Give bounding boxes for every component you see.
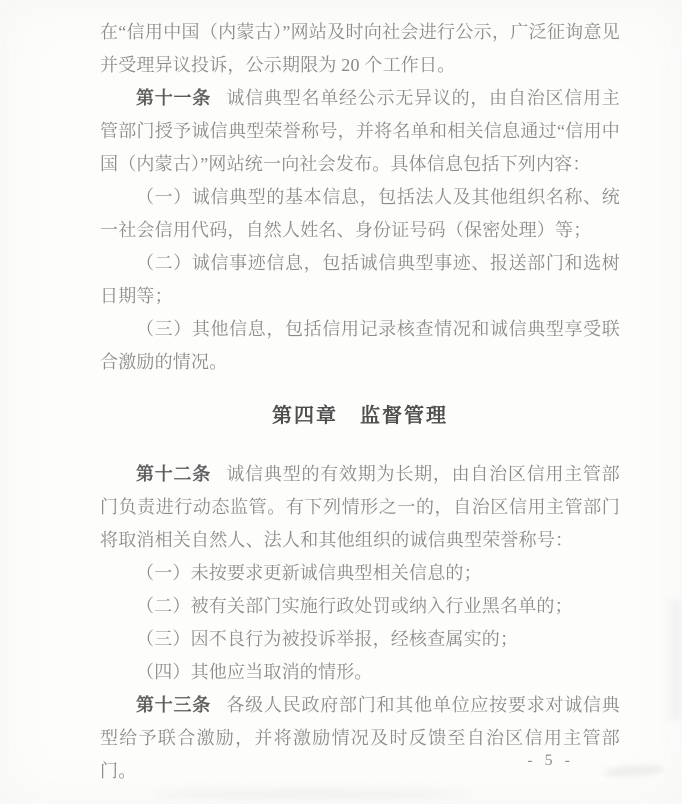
article-12-body: 诚信典型的有效期为长期，由自治区信用主管部门负责进行动态监管。有下列情形之一的，自治区信用主管部门将取消相关自然人、法人和其他组织的诚信典型荣誉称号： (100, 464, 620, 550)
article-12-item-3: （三）因不良行为被投诉举报，经核查属实的； (136, 629, 519, 649)
paragraph-continuation: 在“信用中国（内蒙古）”网站及时向社会进行公示，广泛征询意见并受理异议投诉，公示期限为 20 个工作日。 (100, 22, 620, 75)
chapter-heading: 第四章 监督管理 (272, 405, 448, 427)
article-11-number: 第十一条 (136, 88, 212, 108)
article-12-item-2: （二）被有关部门实施行政处罚或纳入行业黑名单的； (136, 596, 573, 616)
article-13-paragraph (100, 689, 620, 788)
article-13-body: 各级人民政府部门和其他单位应按要求对诚信典型给予联合激励，并将激励情况及时反馈至自治区信用主管部门。 (100, 695, 620, 781)
page-number: - 5 - (527, 752, 574, 769)
scan-artifact (150, 790, 470, 798)
article-12-number: 第十二条 (136, 464, 212, 484)
article-12-item-1: （一）未按要求更新诚信典型相关信息的； (136, 563, 482, 583)
scan-artifact (670, 600, 680, 720)
article-12-paragraph (100, 458, 620, 557)
article-11-item-2: （二）诚信事迹信息，包括诚信典型事迹、报送部门和选树日期等； (100, 253, 620, 306)
page-content (100, 16, 620, 788)
article-11-body: 诚信典型名单经公示无异议的，由自治区信用主管部门授予诚信典型荣誉称号，并将名单和相关信息通过“信用中国（内蒙古）”网站统一向社会发布。具体信息包括下列内容： (100, 88, 620, 174)
article-11-paragraph (100, 82, 620, 181)
article-11-item-3: （三）其他信息，包括信用记录核查情况和诚信典型享受联合激励的情况。 (100, 319, 620, 372)
article-13-number: 第十三条 (136, 695, 212, 715)
article-12-item-4: （四）其他应当取消的情形。 (136, 662, 373, 682)
article-11-item-1: （一）诚信典型的基本信息，包括法人及其他组织名称、统一社会信用代码，自然人姓名、身份证号码（保密处理）等； (100, 187, 620, 240)
